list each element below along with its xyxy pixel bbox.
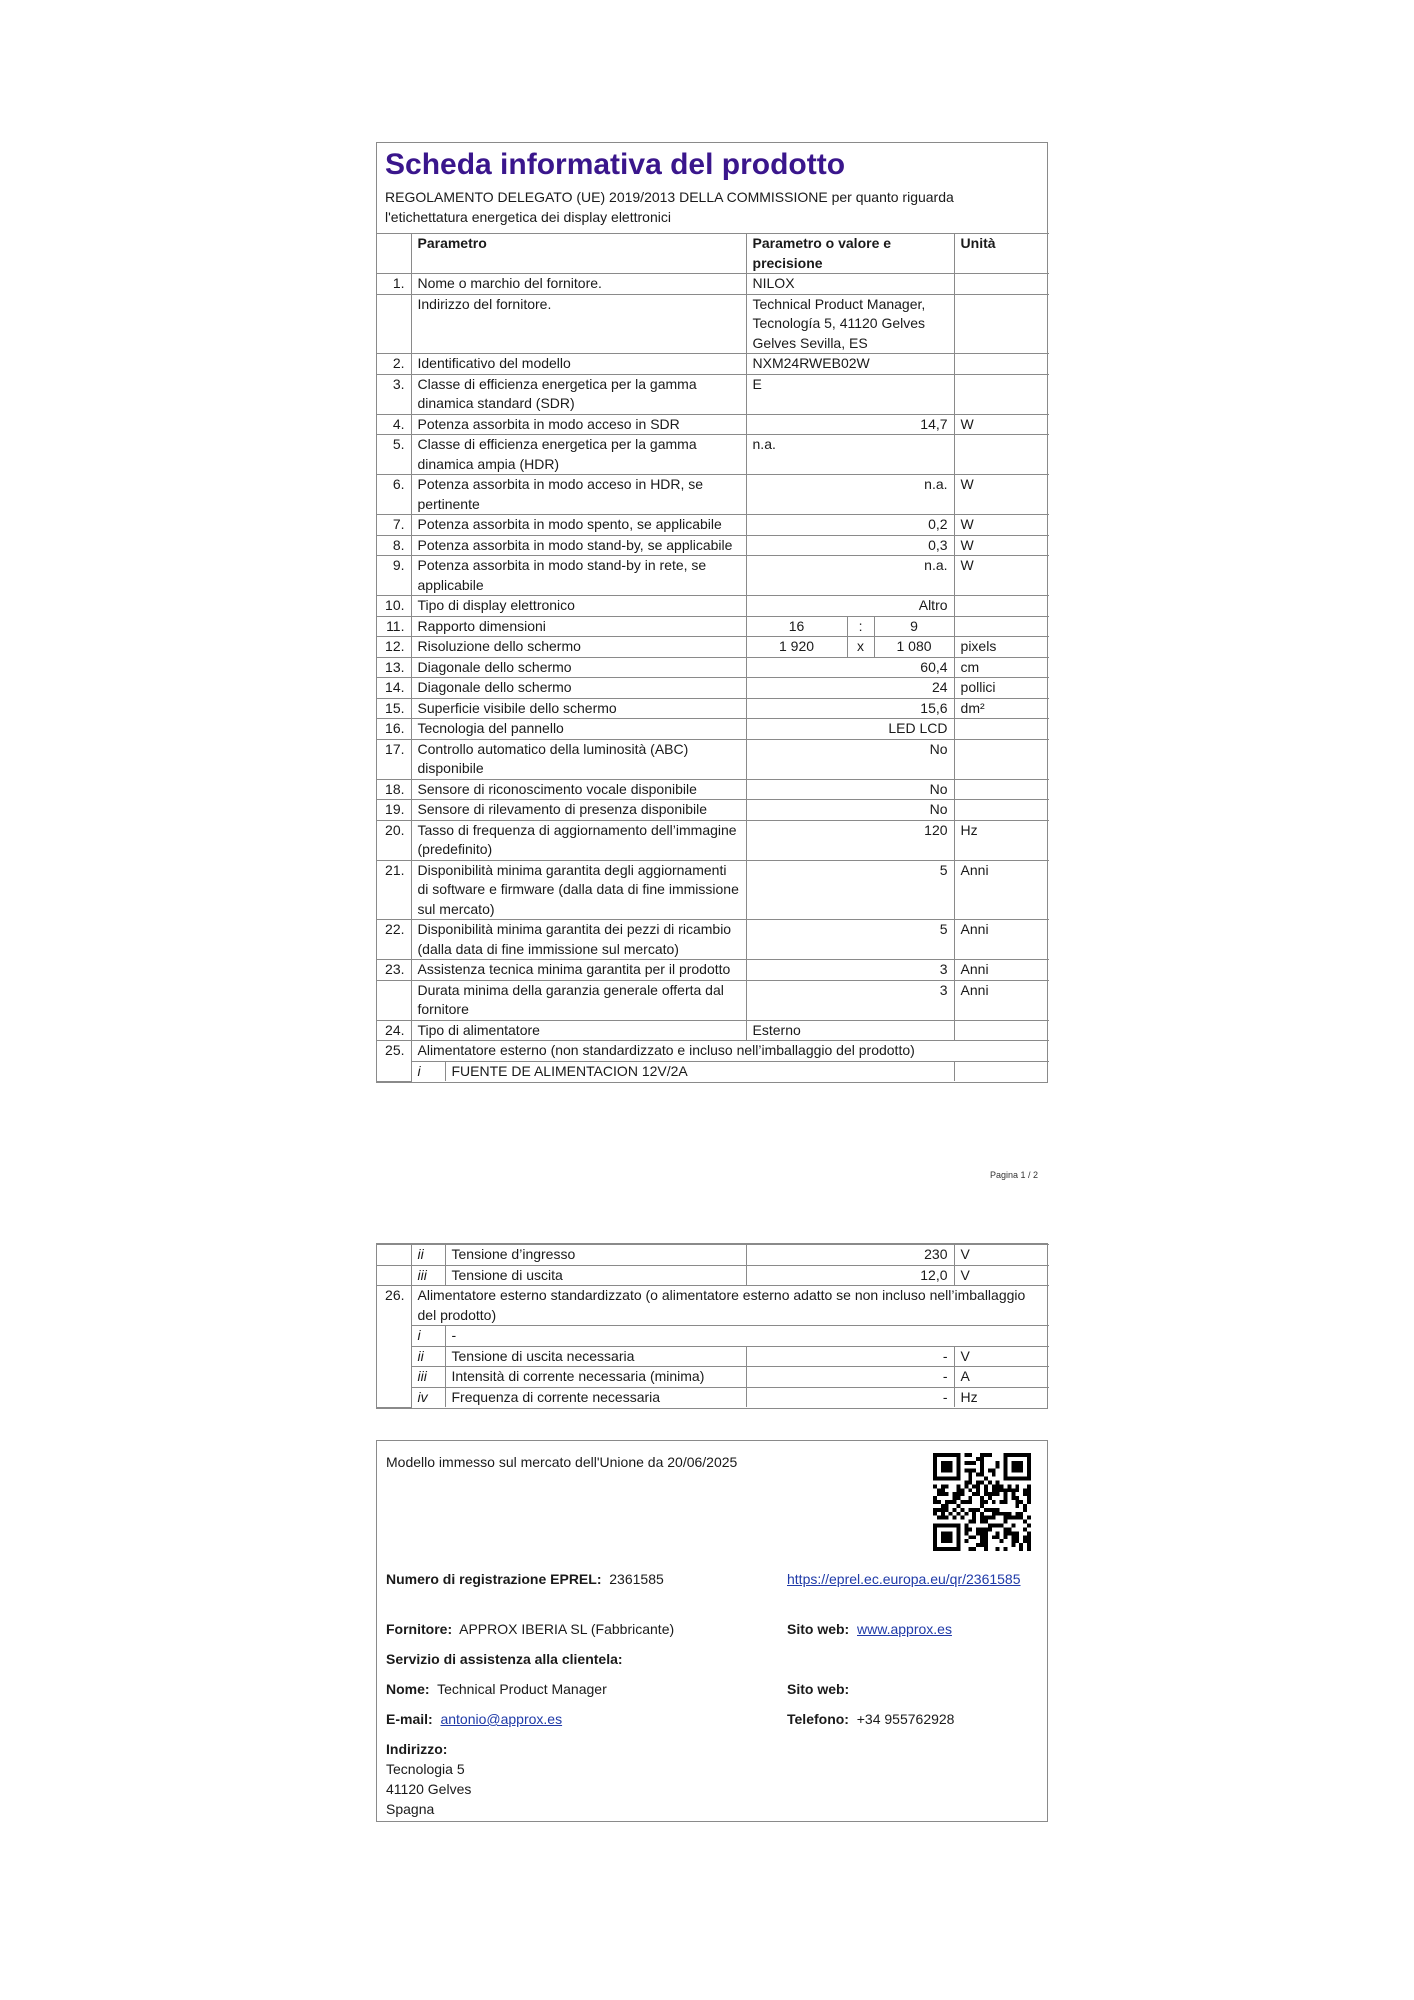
- row-number: 3.: [377, 374, 411, 414]
- sub-index: i: [411, 1061, 445, 1081]
- table-row: [377, 820, 1049, 860]
- table-row: [377, 1061, 1049, 1081]
- row-parameter: Indirizzo del fornitore.: [411, 294, 746, 354]
- row-value: 5: [746, 920, 954, 960]
- row-unit: W: [954, 556, 1049, 596]
- eprel-label: Numero di registrazione EPREL:: [386, 1571, 602, 1587]
- row-value: -: [746, 1346, 954, 1367]
- row-unit: V: [954, 1265, 1049, 1286]
- row-value: 24: [746, 678, 954, 699]
- row-value-separator: :: [847, 616, 874, 637]
- row-unit: [954, 435, 1049, 475]
- row-value: NILOX: [746, 274, 954, 295]
- supplier-row: [386, 1619, 674, 1639]
- row-parameter: Tecnologia del pannello: [411, 719, 746, 740]
- row-parameter: Durata minima della garanzia generale offerta dal fornitore: [411, 980, 746, 1020]
- row-parameter: Tipo di alimentatore: [411, 1020, 746, 1041]
- row-value: Technical Product Manager, Tecnología 5, 41120 Gelves Gelves Sevilla, ES: [746, 294, 954, 354]
- address-line: Tecnologia 5: [386, 1761, 465, 1777]
- customer-service-label: Servizio di assistenza alla clientela:: [386, 1651, 623, 1667]
- row-number: 14.: [377, 678, 411, 699]
- row-number: 1.: [377, 274, 411, 295]
- table-header-row: [377, 234, 1049, 274]
- row-value-left: 16: [746, 616, 847, 637]
- row-unit: A: [954, 1367, 1049, 1388]
- row-parameter: Diagonale dello schermo: [411, 657, 746, 678]
- row-unit: [954, 616, 1049, 637]
- address-block: [386, 1739, 471, 1819]
- row-number: [377, 980, 411, 1020]
- eprel-number: 2361585: [609, 1571, 664, 1587]
- row-unit: [954, 779, 1049, 800]
- row-value: 230: [746, 1245, 954, 1266]
- address-line: 41120 Gelves: [386, 1781, 472, 1797]
- row-parameter: Alimentatore esterno (non standardizzato e incluso nell’imballaggio del prodotto): [411, 1041, 1049, 1062]
- row-unit: [954, 294, 1049, 354]
- table-row: [377, 1387, 1049, 1407]
- row-unit: [954, 800, 1049, 821]
- table-row: [377, 1367, 1049, 1388]
- row-number: 10.: [377, 596, 411, 617]
- website-label: Sito web:: [787, 1621, 850, 1637]
- table-row: [377, 374, 1049, 414]
- row-number: 6.: [377, 475, 411, 515]
- row-parameter: Potenza assorbita in modo acceso in SDR: [411, 414, 746, 435]
- row-value: 14,7: [746, 414, 954, 435]
- supplier-info-box: [376, 1440, 1048, 1822]
- row-value: 15,6: [746, 698, 954, 719]
- contact-name: Technical Product Manager: [437, 1681, 607, 1697]
- row-parameter: Classe di efficienza energetica per la gamma dinamica ampia (HDR): [411, 435, 746, 475]
- row-value: 3: [746, 960, 954, 981]
- table-row: [377, 596, 1049, 617]
- row-value: No: [746, 739, 954, 779]
- row-number: 2.: [377, 354, 411, 375]
- row-parameter: Tasso di frequenza di aggiornamento dell’immagine (predefinito): [411, 820, 746, 860]
- row-value: n.a.: [746, 435, 954, 475]
- sub-index: iii: [411, 1265, 445, 1286]
- row-parameter: Assistenza tecnica minima garantita per il prodotto: [411, 960, 746, 981]
- row-number: 16.: [377, 719, 411, 740]
- phone-number: +34 955762928: [856, 1711, 955, 1727]
- email-label: E-mail:: [386, 1711, 433, 1727]
- row-number: 17.: [377, 739, 411, 779]
- table-row: [377, 719, 1049, 740]
- row-unit: pixels: [954, 637, 1049, 658]
- row-parameter: Potenza assorbita in modo acceso in HDR, se pertinente: [411, 475, 746, 515]
- row-unit: cm: [954, 657, 1049, 678]
- table-row: [377, 1265, 1049, 1286]
- row-unit: W: [954, 475, 1049, 515]
- row-value-left: 1 920: [746, 637, 847, 658]
- table-row: [377, 960, 1049, 981]
- table-row: [377, 515, 1049, 536]
- row-parameter: Potenza assorbita in modo spento, se applicabile: [411, 515, 746, 536]
- row-number: 5.: [377, 435, 411, 475]
- row-number: 23.: [377, 960, 411, 981]
- row-number: 24.: [377, 1020, 411, 1041]
- row-parameter: Sensore di riconoscimento vocale disponibile: [411, 779, 746, 800]
- table-row: [377, 1245, 1049, 1266]
- header-value: Parametro o valore e precisione: [746, 234, 954, 274]
- row-number: 13.: [377, 657, 411, 678]
- row-unit: dm²: [954, 698, 1049, 719]
- address-line: Spagna: [386, 1801, 435, 1817]
- page-title: Scheda informativa del prodotto: [385, 148, 846, 181]
- regulation-subtitle: REGOLAMENTO DELEGATO (UE) 2019/2013 DELLA COMMISSIONE per quanto riguarda l'etichettatura energetica dei display elettronici: [385, 189, 954, 225]
- row-value: 60,4: [746, 657, 954, 678]
- row-value: Altro: [746, 596, 954, 617]
- eprel-label-row: [386, 1569, 664, 1589]
- product-info-sheet: [376, 142, 1048, 1083]
- row-unit: [954, 1061, 1049, 1081]
- row-unit: V: [954, 1346, 1049, 1367]
- sub-index: ii: [411, 1346, 445, 1367]
- row-parameter: Potenza assorbita in modo stand-by in rete, se applicabile: [411, 556, 746, 596]
- sub-parameter: Frequenza di corrente necessaria: [445, 1387, 746, 1407]
- row-value: Esterno: [746, 1020, 954, 1041]
- eprel-link[interactable]: https://eprel.ec.europa.eu/qr/2361585: [787, 1571, 1021, 1587]
- header-parameter: Parametro: [411, 234, 746, 274]
- table-row: [377, 698, 1049, 719]
- row-value: LED LCD: [746, 719, 954, 740]
- table-row: [377, 414, 1049, 435]
- row-number: 9.: [377, 556, 411, 596]
- row-number: 12.: [377, 637, 411, 658]
- qr-code-icon[interactable]: [933, 1453, 1031, 1551]
- row-parameter: Disponibilità minima garantita degli aggiornamenti di software e firmware (dalla data di fine immissione sul mercato): [411, 860, 746, 920]
- parameters-table: [377, 233, 1049, 1082]
- table-row: [377, 637, 1049, 658]
- row-number: 19.: [377, 800, 411, 821]
- row-parameter: Disponibilità minima garantita dei pezzi di ricambio (dalla data di fine immissione sul mercato): [411, 920, 746, 960]
- row-value: 0,3: [746, 535, 954, 556]
- header-unit: Unità: [954, 234, 1049, 274]
- sub-parameter: FUENTE DE ALIMENTACION 12V/2A: [445, 1061, 954, 1081]
- row-unit: [954, 1020, 1049, 1041]
- row-unit: Anni: [954, 960, 1049, 981]
- row-value: -: [746, 1387, 954, 1407]
- website-link[interactable]: www.approx.es: [857, 1621, 952, 1637]
- row-value-right: 9: [874, 616, 954, 637]
- row-number: 22.: [377, 920, 411, 960]
- contact-name-row: [386, 1679, 607, 1699]
- row-value: 0,2: [746, 515, 954, 536]
- row-unit: [954, 719, 1049, 740]
- row-value: -: [746, 1367, 954, 1388]
- website-row: [787, 1619, 952, 1639]
- row-number: 11.: [377, 616, 411, 637]
- sub-parameter: -: [445, 1326, 1049, 1347]
- row-unit: Anni: [954, 980, 1049, 1020]
- row-unit: Hz: [954, 1387, 1049, 1407]
- sub-parameter: Tensione di uscita: [445, 1265, 746, 1286]
- sub-index: i: [411, 1326, 445, 1347]
- row-parameter: Potenza assorbita in modo stand-by, se applicabile: [411, 535, 746, 556]
- row-number: 21.: [377, 860, 411, 920]
- row-value-right: 1 080: [874, 637, 954, 658]
- sub-index: iii: [411, 1367, 445, 1388]
- contact-name-label: Nome:: [386, 1681, 430, 1697]
- row-number: 25.: [377, 1041, 411, 1082]
- address-label: Indirizzo:: [386, 1741, 448, 1757]
- table-row: [377, 1020, 1049, 1041]
- email-link[interactable]: antonio@approx.es: [440, 1711, 563, 1727]
- table-row: [377, 980, 1049, 1020]
- row-parameter: Alimentatore esterno standardizzato (o alimentatore esterno adatto se non incluso nell’imballaggio del prodotto): [411, 1286, 1049, 1326]
- row-parameter: Classe di efficienza energetica per la gamma dinamica standard (SDR): [411, 374, 746, 414]
- row-value: NXM24RWEB02W: [746, 354, 954, 375]
- sub-parameter: Intensità di corrente necessaria (minima): [445, 1367, 746, 1388]
- row-value: n.a.: [746, 556, 954, 596]
- row-parameter: Superficie visibile dello schermo: [411, 698, 746, 719]
- row-parameter: Controllo automatico della luminosità (ABC) disponibile: [411, 739, 746, 779]
- row-parameter: Diagonale dello schermo: [411, 678, 746, 699]
- row-value: 3: [746, 980, 954, 1020]
- row-value: n.a.: [746, 475, 954, 515]
- table-row: [377, 1346, 1049, 1367]
- row-value: No: [746, 800, 954, 821]
- supplier-name: APPROX IBERIA SL (Fabbricante): [459, 1621, 675, 1637]
- row-number: 4.: [377, 414, 411, 435]
- row-number: 15.: [377, 698, 411, 719]
- sub-index: ii: [411, 1245, 445, 1266]
- row-number: 8.: [377, 535, 411, 556]
- row-parameter: Rapporto dimensioni: [411, 616, 746, 637]
- table-row: [377, 435, 1049, 475]
- table-row: [377, 556, 1049, 596]
- row-unit: [954, 739, 1049, 779]
- sub-index: iv: [411, 1387, 445, 1407]
- page-number: Pagina 1 / 2: [990, 1170, 1039, 1180]
- phone-row: [787, 1709, 954, 1729]
- phone-label: Telefono:: [787, 1711, 849, 1727]
- row-unit: W: [954, 414, 1049, 435]
- row-unit: [954, 274, 1049, 295]
- row-parameter: Tipo di display elettronico: [411, 596, 746, 617]
- row-unit: W: [954, 515, 1049, 536]
- row-number: 7.: [377, 515, 411, 536]
- market-date: Modello immesso sul mercato dell'Unione da 20/06/2025: [386, 1454, 738, 1470]
- row-value: No: [746, 779, 954, 800]
- row-unit: Hz: [954, 820, 1049, 860]
- row-unit: Anni: [954, 860, 1049, 920]
- row-value-separator: x: [847, 637, 874, 658]
- table-row: [377, 616, 1049, 637]
- row-unit: [954, 596, 1049, 617]
- sub-parameter: Tensione di uscita necessaria: [445, 1346, 746, 1367]
- row-parameter: Nome o marchio del fornitore.: [411, 274, 746, 295]
- table-row: [377, 779, 1049, 800]
- row-value: 5: [746, 860, 954, 920]
- service-website-label: Sito web:: [787, 1681, 850, 1697]
- row-parameter: Sensore di rilevamento di presenza disponibile: [411, 800, 746, 821]
- table-row: [377, 800, 1049, 821]
- row-unit: Anni: [954, 920, 1049, 960]
- row-unit: V: [954, 1245, 1049, 1266]
- row-unit: pollici: [954, 678, 1049, 699]
- table-row: [377, 274, 1049, 295]
- table-row: [377, 860, 1049, 920]
- row-number: 18.: [377, 779, 411, 800]
- power-supply-table: [377, 1244, 1049, 1408]
- row-number: 20.: [377, 820, 411, 860]
- row-number: [377, 294, 411, 354]
- row-unit: [954, 354, 1049, 375]
- table-row: [377, 657, 1049, 678]
- table-row: [377, 1286, 1049, 1326]
- table-row: [377, 678, 1049, 699]
- supplier-label: Fornitore:: [386, 1621, 453, 1637]
- product-info-sheet-continued: [376, 1243, 1048, 1409]
- row-unit: W: [954, 535, 1049, 556]
- row-number: 26.: [377, 1286, 411, 1408]
- table-row: [377, 1326, 1049, 1347]
- row-parameter: Risoluzione dello schermo: [411, 637, 746, 658]
- table-row: [377, 739, 1049, 779]
- table-row: [377, 535, 1049, 556]
- email-row: [386, 1709, 562, 1729]
- table-row: [377, 920, 1049, 960]
- row-unit: [954, 374, 1049, 414]
- row-value: 12,0: [746, 1265, 954, 1286]
- table-row: [377, 1041, 1049, 1062]
- table-row: [377, 475, 1049, 515]
- row-parameter: Identificativo del modello: [411, 354, 746, 375]
- row-value: 120: [746, 820, 954, 860]
- table-row: [377, 294, 1049, 354]
- sub-parameter: Tensione d’ingresso: [445, 1245, 746, 1266]
- table-row: [377, 354, 1049, 375]
- row-value: E: [746, 374, 954, 414]
